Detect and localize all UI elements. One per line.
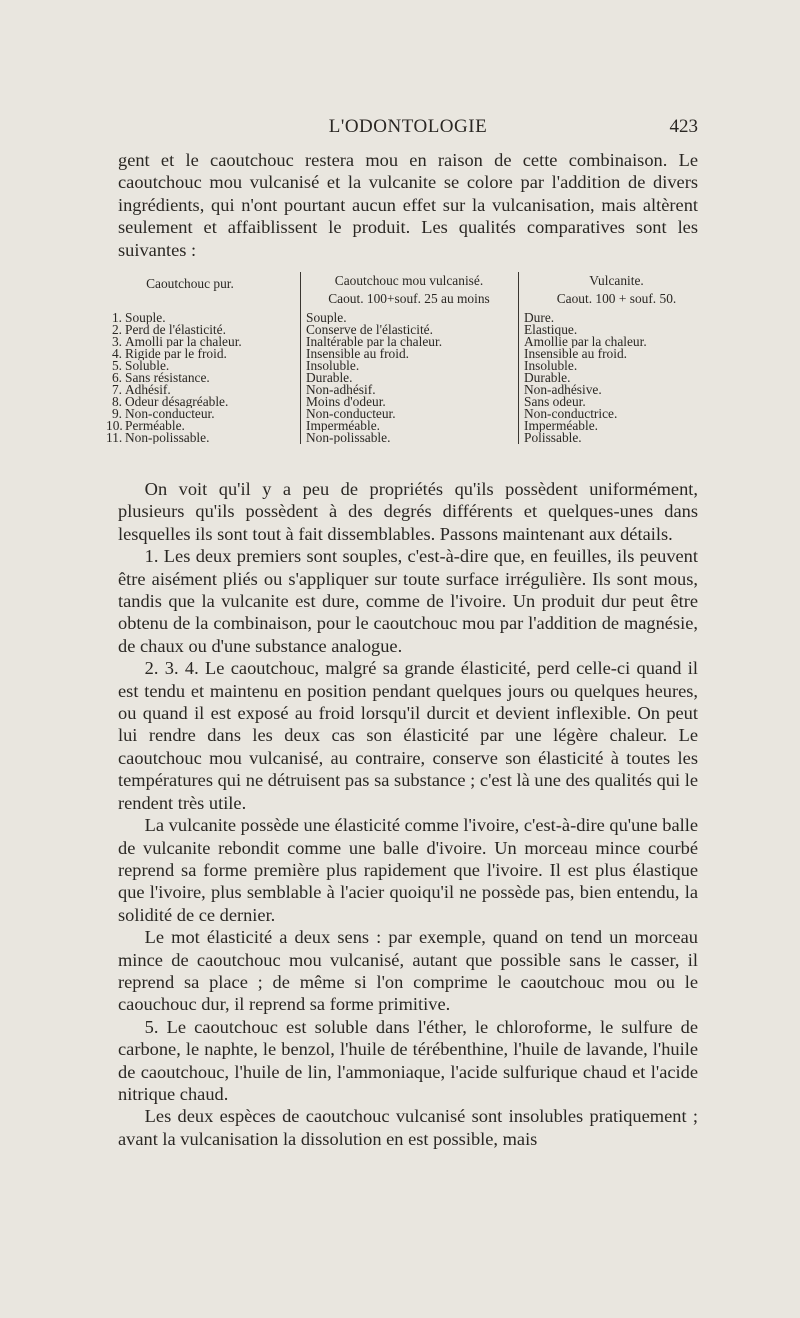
table-row: [106, 324, 274, 336]
table-row: [106, 384, 274, 396]
table-row: Durable.: [524, 372, 571, 384]
paragraph: gent et le caoutchouc restera mou en raison de cette combinaison. Le caoutchouc mou vulcanisé et la vulcanite se colore par l'addition de divers ingrédients, qui n'ont pourtant aucun effet sur la vulcanisation, mais altèrent seulement et affaiblissent le produit. Les qualités comparatives sont les suivantes :: [118, 150, 698, 260]
table-row: Conserve de l'élasticité.: [306, 324, 433, 336]
row-text: Odeur désagréable.: [125, 396, 229, 408]
table-row: Durable.: [306, 372, 353, 384]
table-row: [106, 348, 274, 360]
table-row: Dure.: [524, 312, 555, 324]
row-text: Rigide par le froid.: [125, 348, 227, 360]
table-row: [106, 432, 274, 444]
table-row: Non-conducteur.: [306, 408, 396, 420]
row-number: 4.: [111, 348, 122, 360]
row-text: Perd de l'élasticité.: [125, 324, 226, 336]
row-text: Non-polissable.: [125, 432, 210, 444]
table-row: Non-conductrice.: [524, 408, 618, 420]
row-text: Adhésif.: [125, 384, 171, 396]
paragraph: 5. Le caoutchouc est soluble dans l'éther, le chloroforme, le sulfure de carbone, le naphte, le benzol, l'huile de térébenthine, l'huile de lavande, l'huile de caoutchouc, l'huile de lin, l'ammoniaque, l'acide sulfurique chaud et l'acide nitrique chaud.: [118, 1016, 698, 1104]
running-title: L'ODONTOLOGIE: [328, 116, 488, 137]
table-row: [106, 336, 274, 348]
table-row: Non-adhésif.: [306, 384, 376, 396]
column-header: [524, 272, 709, 312]
column-header: [106, 272, 274, 312]
row-text: Non-conducteur.: [125, 408, 215, 420]
paragraph: 1. Les deux premiers sont souples, c'est-à-dire que, en feuilles, ils peuvent être aisément pliés ou s'appliquer sur toute surface irrégulière. Ils sont mous, tandis que la vulcanite est dure, comme de l'ivoire. Un produit dur peut être obtenu de la combinaison, pour le caoutchouc mou par l'addition de magnésie, de chaux ou d'une substance analogue.: [118, 546, 698, 656]
column-title: Caoutchouc mou vulcanisé.: [334, 273, 484, 288]
page-number: 423: [669, 116, 698, 137]
table-column-pure-rubber: [106, 272, 274, 444]
row-text: Soluble.: [125, 360, 170, 372]
table-row: Inaltérable par la chaleur.: [306, 336, 443, 348]
paragraph: Les deux espèces de caoutchouc vulcanisé sont insolubles pratiquement ; avant la vulcanisation la dissolution en est possible, mais: [118, 1106, 698, 1149]
page-header: [118, 116, 698, 142]
row-text: Amolli par la chaleur.: [125, 336, 242, 348]
table-column-soft-vulcanized: [300, 272, 512, 444]
table-row: [106, 420, 274, 432]
table-row: Elastique.: [524, 324, 578, 336]
table-row: Moins d'odeur.: [306, 396, 386, 408]
paragraph: La vulcanite possède une élasticité comme l'ivoire, c'est-à-dire qu'une balle de vulcanite rebondit comme une balle d'ivoire. Un morceau mince courbé reprend sa forme première plus rapidement que l'ivoire. Il est plus élastique que l'ivoire, plus semblable à l'acier quoiqu'il ne possède pas, bien entendu, la solidité de ce dernier.: [118, 815, 698, 925]
row-number: 10.: [106, 420, 123, 432]
intro-text: [118, 149, 698, 261]
column-title: Caoutchouc pur.: [146, 276, 234, 291]
row-number: 7.: [111, 384, 122, 396]
table-row: Souple.: [306, 312, 347, 324]
table-row: [106, 372, 274, 384]
table-row: [106, 396, 274, 408]
column-subtitle: Caout. 100+souf. 25 au moins: [328, 291, 490, 306]
table-row: Imperméable.: [306, 420, 380, 432]
column-subtitle: Caout. 100 + souf. 50.: [556, 291, 677, 306]
table-row: Imperméable.: [524, 420, 598, 432]
body-text: [118, 478, 698, 1150]
column-title: Vulcanite.: [589, 273, 644, 288]
table-row: Insensible au froid.: [524, 348, 628, 360]
comparison-table: [106, 272, 706, 444]
row-number: 9.: [111, 408, 122, 420]
row-text: Perméable.: [125, 420, 185, 432]
row-number: 5.: [111, 360, 122, 372]
table-row: Insoluble.: [524, 360, 578, 372]
row-number: 3.: [111, 336, 122, 348]
row-text: Sans résistance.: [125, 372, 210, 384]
column-items: [106, 312, 274, 444]
table-row: Insoluble.: [306, 360, 360, 372]
paragraph: 2. 3. 4. Le caoutchouc, malgré sa grande élasticité, perd celle-ci quand il est tendu et maintenu en position pendant quelques jours ou quelques heures, ou quand il est exposé au froid lorsqu'il durcit et devient inflexible. On peut lui rendre dans les deux cas son élasticité par une légère chaleur. Le caoutchouc mou vulcanisé, au contraire, conserve son élasticité à toutes les températures qui ne détruisent pas sa substance ; c'est là une des qualités qui le rendent très utile.: [118, 658, 698, 813]
paragraph: Le mot élasticité a deux sens : par exemple, quand on tend un morceau mince de caoutchouc mou vulcanisé, autant que possible sans le casser, il reprend sa place ; de même si l'on comprime le caoutchouc mou ou le caouchouc dur, il reprend sa forme primitive.: [118, 927, 698, 1015]
row-number: 8.: [111, 396, 122, 408]
paragraph: On voit qu'il y a peu de propriétés qu'ils possèdent uniformément, plusieurs qu'ils possèdent à des degrés différents et quelques-unes dans lesquelles ils sont tout à fait dissemblables. Passons maintenant aux détails.: [118, 479, 698, 544]
table-column-vulcanite: [518, 272, 709, 444]
table-row: [106, 312, 274, 324]
row-text: Souple.: [125, 312, 166, 324]
column-header: [306, 272, 512, 312]
row-number: 2.: [111, 324, 122, 336]
column-items: [524, 312, 709, 444]
table-row: Non-polissable.: [306, 432, 391, 444]
table-row: [106, 360, 274, 372]
row-number: 11.: [106, 432, 123, 444]
row-number: 1.: [111, 312, 122, 324]
table-row: Non-adhésive.: [524, 384, 602, 396]
row-number: 6.: [111, 372, 122, 384]
table-row: Insensible au froid.: [306, 348, 410, 360]
table-row: Sans odeur.: [524, 396, 586, 408]
table-row: [106, 408, 274, 420]
table-row: Amollie par la chaleur.: [524, 336, 647, 348]
column-items: [306, 312, 512, 444]
table-row: Polissable.: [524, 432, 582, 444]
